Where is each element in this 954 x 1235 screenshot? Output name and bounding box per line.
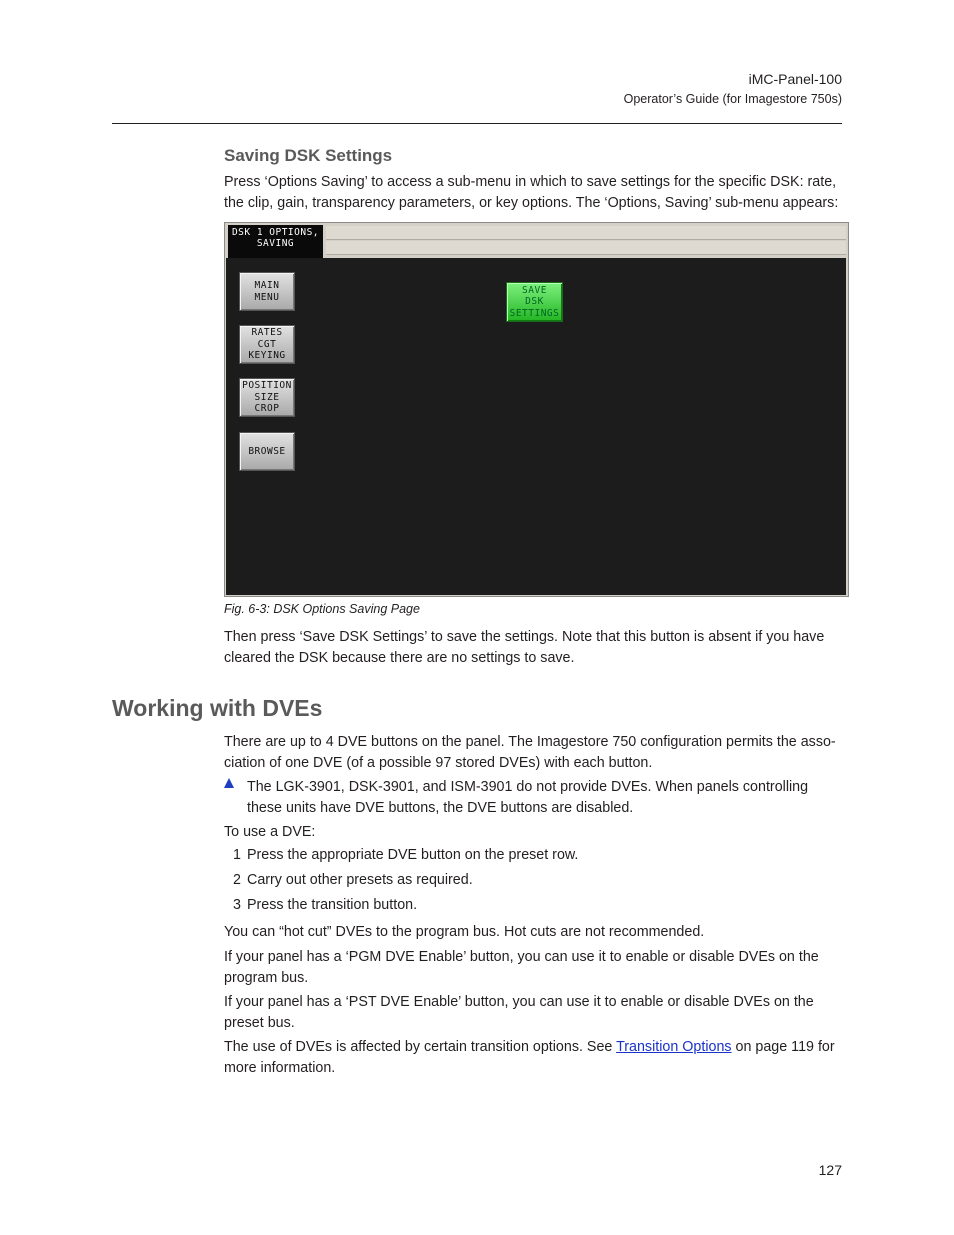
header-product: iMC-Panel-100	[748, 71, 842, 87]
dve-heading: Working with DVEs	[112, 695, 323, 721]
position-size-crop-button[interactable]: POSITION SIZE CROP	[239, 378, 295, 417]
to-use-dve: To use a DVE:	[224, 824, 316, 840]
hot-cut-text: You can “hot cut” DVEs to the program bus. Hot cuts are not recommended.	[224, 924, 705, 940]
step-number: 1	[233, 847, 241, 863]
header-guide-title: Operator’s Guide (for Imagestore 750s)	[623, 92, 842, 106]
screenshot-status-bar-1	[326, 226, 846, 240]
section-title: Saving DSK Settings	[224, 146, 393, 165]
section-intro: Press ‘Options Saving’ to access a sub-menu in which to save settings for the specific DSK: rate, the clip, gain, transparency parameters, or key options. The ‘Options, Saving’ sub-menu appears:	[224, 174, 839, 211]
pgm-dve-text: If your panel has a ‘PGM DVE Enable’ button, you can use it to enable or disable DVEs on the program bus.	[224, 949, 819, 986]
screenshot-tab-title: DSK 1 OPTIONS, SAVING	[228, 225, 323, 259]
triangle-bullet-icon	[224, 778, 234, 788]
transition-options-link[interactable]: Transition Options	[616, 1039, 732, 1055]
transition-ref-paragraph	[224, 1037, 844, 1078]
dsk-options-screenshot	[224, 222, 849, 597]
step-text: Carry out other presets as required.	[247, 872, 473, 888]
rates-cgt-keying-button[interactable]: RATES CGT KEYING	[239, 325, 295, 364]
dve-note: The LGK-3901, DSK-3901, and ISM-3901 do not provide DVEs. When panels controlling these units have DVE buttons, the DVE buttons are disabled.	[247, 779, 809, 816]
step-number: 3	[233, 897, 241, 913]
step-text: Press the transition button.	[247, 897, 418, 913]
ref-text-post: on page 119 for more information.	[224, 1039, 835, 1076]
page-number: 127	[818, 1162, 842, 1178]
ref-text-pre: The use of DVEs is affected by certain transition options. See	[224, 1039, 617, 1055]
screenshot-status-bar-2	[326, 241, 846, 255]
step-number: 2	[233, 872, 241, 888]
header-rule	[112, 123, 842, 124]
save-dsk-settings-button[interactable]: SAVE DSK SETTINGS	[506, 282, 563, 322]
pst-dve-text: If your panel has a ‘PST DVE Enable’ button, you can use it to enable or disable DVEs on the preset bus.	[224, 994, 814, 1031]
dve-intro: There are up to 4 DVE buttons on the panel. The Imagestore 750 configuration permits the asso-ciation of one DVE (of a possible 97 stored DVEs) with each button.	[224, 734, 836, 771]
figure-caption: Fig. 6-3: DSK Options Saving Page	[224, 602, 420, 616]
browse-button[interactable]: BROWSE	[239, 432, 295, 471]
step-text: Press the appropriate DVE button on the preset row.	[247, 847, 579, 863]
after-figure-text: Then press ‘Save DSK Settings’ to save the settings. Note that this button is absent if you have cleared the DSK because there are no settings to save.	[224, 629, 825, 666]
screenshot-screen	[226, 258, 846, 595]
main-menu-button[interactable]: MAIN MENU	[239, 272, 295, 311]
